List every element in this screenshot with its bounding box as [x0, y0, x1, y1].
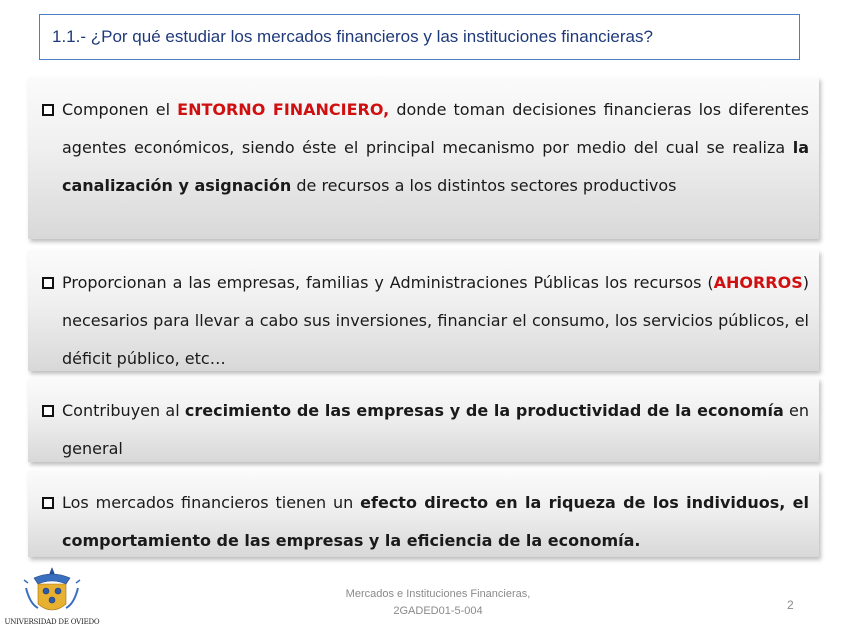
point-panel-1 — [28, 77, 819, 239]
point-1-part-5: de recursos a los distintos sectores productivos — [291, 176, 677, 195]
point-text-4 — [62, 484, 809, 560]
point-2-highlight: AHORROS — [713, 273, 803, 292]
point-1-highlight: ENTORNO FINANCIERO, — [177, 100, 390, 119]
point-3-part-3: en general — [62, 401, 809, 458]
checkbox-bullet-icon — [42, 104, 54, 116]
point-2-part-3: ) necesarios para llevar a cabo sus inversiones, financiar el consumo, los servicios públicos, el déficit público, etc… — [62, 273, 809, 368]
checkbox-bullet-icon — [42, 405, 54, 417]
point-1-part-3: donde toman decisiones financieras los diferentes agentes económicos, siendo éste el principal mecanismo por medio del cual se realiza — [62, 100, 810, 157]
checkbox-bullet-icon — [42, 497, 54, 509]
footer-course — [300, 586, 576, 620]
checkbox-bullet-icon — [42, 277, 54, 289]
point-panel-2 — [28, 250, 819, 371]
point-1-bold: la canalización y asignación — [62, 138, 809, 195]
point-text-3 — [62, 392, 809, 468]
point-1-part-1: Componen el — [62, 100, 178, 119]
point-4-part-1: Los mercados financieros tienen un — [62, 493, 361, 512]
point-3-bold: crecimiento de las empresas y de la productividad de la economía — [184, 401, 784, 420]
point-panel-3 — [28, 378, 819, 462]
university-crest-icon — [4, 564, 100, 618]
point-2-part-1: Proporcionan a las empresas, familias y Administraciones Públicas los recursos ( — [62, 273, 714, 292]
footer-line-2: 2GADED01-5-004 — [393, 605, 483, 617]
point-4-bold: efecto directo en la riqueza de los individuos, el comportamiento de las empresas y la eficiencia de la economía. — [62, 493, 809, 550]
point-panel-4 — [28, 470, 819, 557]
page-number: 2 — [787, 598, 794, 612]
slide-title: 1.1.- ¿Por qué estudiar los mercados financieros y las instituciones financieras? — [39, 14, 800, 60]
point-3-part-1: Contribuyen al — [62, 401, 185, 420]
university-logo — [4, 564, 100, 634]
point-text-1 — [62, 91, 809, 205]
point-text-2 — [62, 264, 809, 378]
footer-line-1: Mercados e Instituciones Financieras, — [345, 588, 531, 600]
university-name: UNIVERSIDAD DE OVIEDO — [4, 618, 100, 626]
